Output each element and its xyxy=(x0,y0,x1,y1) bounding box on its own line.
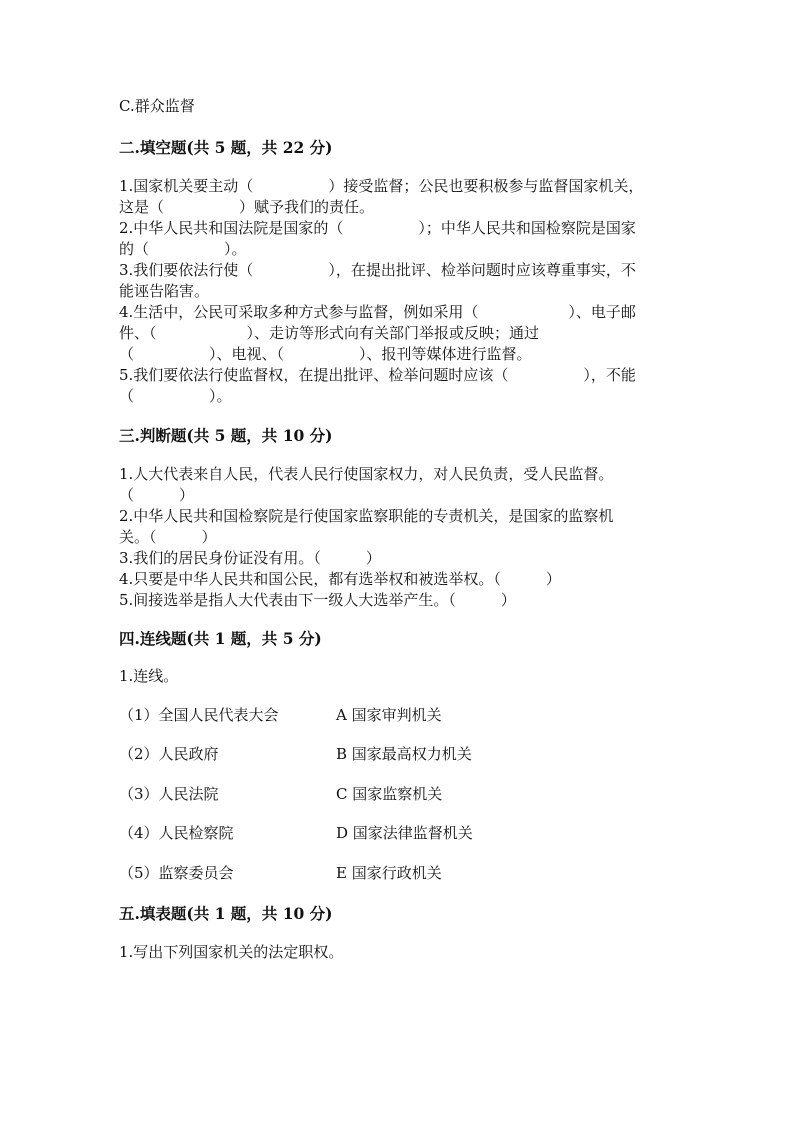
matching-question: 1.连线。 xyxy=(119,667,179,685)
matching-right-item: E 国家行政机关 xyxy=(336,864,442,882)
fill-in-line: 的（ ）。 xyxy=(119,240,247,258)
matching-row xyxy=(119,705,679,727)
true-false-line: 4.只要是中华人民共和国公民，都有选举权和被选举权。（ ） xyxy=(119,570,561,588)
matching-right-item: B 国家最高权力机关 xyxy=(336,745,472,763)
fill-in-line: （ ）。 xyxy=(119,387,232,405)
fill-in-line: 能诬告陷害。 xyxy=(119,282,210,300)
fill-in-line: 4.生活中，公民可采取多种方式参与监督，例如采用（ ）、电子邮 xyxy=(119,303,636,321)
matching-left-item: （4）人民检察院 xyxy=(119,824,234,842)
matching-row xyxy=(119,744,679,766)
matching-right-item: C 国家监察机关 xyxy=(336,785,443,803)
table-fill-question: 1.写出下列国家机关的法定职权。 xyxy=(119,943,344,961)
section-title-table-fill: 五.填表题(共 1 题，共 10 分) xyxy=(119,904,333,923)
true-false-line: （ ） xyxy=(119,486,195,504)
matching-row xyxy=(119,784,679,806)
section-title-fill-in: 二.填空题(共 5 题，共 22 分) xyxy=(119,138,333,157)
fill-in-line: 5.我们要依法行使监督权，在提出批评、检举问题时应该（ ），不能 xyxy=(119,366,636,384)
fill-in-line: 3.我们要依法行使（ ），在提出批评、检举问题时应该尊重事实，不 xyxy=(119,261,636,279)
true-false-line: 2.中华人民共和国检察院是行使国家监察职能的专责机关，是国家的监察机 xyxy=(119,507,614,525)
fill-in-line: 1.国家机关要主动（ ）接受监督；公民也要积极参与监督国家机关， xyxy=(119,177,644,195)
fill-in-line: （ ）、电视、（ ）、报刊等媒体进行监督。 xyxy=(119,345,532,363)
section-title-true-false: 三.判断题(共 5 题，共 10 分) xyxy=(119,426,333,445)
matching-right-item: D 国家法律监督机关 xyxy=(336,824,473,842)
section-title-matching: 四.连线题(共 1 题，共 5 分) xyxy=(119,629,322,648)
matching-row xyxy=(119,863,679,885)
matching-row xyxy=(119,823,679,845)
fill-in-line: 2.中华人民共和国法院是国家的（ ）；中华人民共和国检察院是国家 xyxy=(119,219,636,237)
option-c: C.群众监督 xyxy=(119,97,195,115)
matching-left-item: （3）人民法院 xyxy=(119,785,219,803)
fill-in-line: 件、（ ）、走访等形式向有关部门举报或反映；通过 xyxy=(119,324,540,342)
matching-left-item: （2）人民政府 xyxy=(119,745,219,763)
matching-right-item: A 国家审判机关 xyxy=(336,706,442,724)
matching-left-item: （1）全国人民代表大会 xyxy=(119,706,279,724)
true-false-line: 3.我们的居民身份证没有用。（ ） xyxy=(119,549,381,567)
true-false-line: 1.人大代表来自人民，代表人民行使国家权力，对人民负责，受人民监督。 xyxy=(119,465,614,483)
fill-in-line: 这是（ ）赋予我们的责任。 xyxy=(119,198,375,216)
true-false-line: 5.间接选举是指人大代表由下一级人大选举产生。（ ） xyxy=(119,591,516,609)
true-false-line: 关。（ ） xyxy=(119,528,217,546)
matching-left-item: （5）监察委员会 xyxy=(119,864,234,882)
